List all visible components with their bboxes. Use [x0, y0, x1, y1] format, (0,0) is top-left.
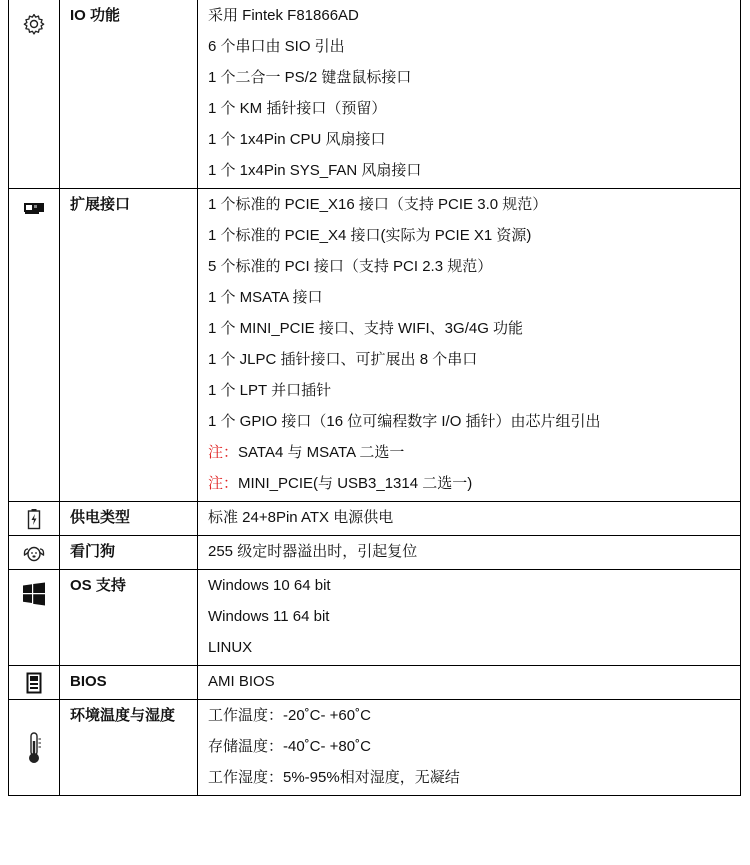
- spec-row-expansion: [8, 189, 741, 502]
- icon-cell: [8, 0, 60, 188]
- spec-name: 供电类型: [60, 502, 198, 535]
- spec-row-io: [8, 0, 741, 189]
- spec-table: [8, 0, 741, 796]
- spec-line: 工作温度：-20˚C- +60˚C: [208, 707, 371, 724]
- spec-row-os: [8, 570, 741, 666]
- windows-icon: [22, 582, 46, 606]
- bios-chip-icon: [26, 672, 42, 694]
- spec-row-bios: [8, 666, 741, 700]
- spec-line: 255 级定时器溢出时，引起复位: [208, 543, 418, 560]
- spec-values: [198, 0, 741, 188]
- spec-line: 1 个二合一 PS/2 键盘鼠标接口: [208, 69, 412, 86]
- spec-line: 1 个 JLPC 插针接口、可扩展出 8 个串口: [208, 351, 478, 368]
- thermometer-icon: [26, 731, 42, 765]
- spec-line: Windows 10 64 bit: [208, 577, 331, 594]
- spec-name: OS 支持: [60, 570, 198, 665]
- icon-cell: [8, 536, 60, 569]
- spec-values: [198, 570, 741, 665]
- icon-cell: [8, 666, 60, 699]
- spec-values: [198, 536, 741, 569]
- note-text: MINI_PCIE(与 USB3_1314 二选一): [238, 475, 473, 492]
- spec-line: 1 个 KM 插针接口（预留）: [208, 100, 387, 117]
- spec-line: 6 个串口由 SIO 引出: [208, 38, 345, 55]
- spec-values: [198, 666, 741, 699]
- spec-line: 1 个 1x4Pin CPU 风扇接口: [208, 131, 386, 148]
- note-prefix: 注：: [208, 444, 239, 461]
- note-text: SATA4 与 MSATA 二选一: [238, 444, 405, 461]
- spec-name: 扩展接口: [60, 189, 198, 501]
- spec-line: 1 个标准的 PCIE_X4 接口(实际为 PCIE X1 资源): [208, 227, 532, 244]
- spec-line: 标准 24+8Pin ATX 电源供电: [208, 509, 394, 526]
- spec-name: BIOS: [60, 666, 198, 699]
- spec-line: LINUX: [208, 639, 253, 656]
- gear-icon: [22, 12, 46, 36]
- spec-line: 5 个标准的 PCI 接口（支持 PCI 2.3 规范）: [208, 258, 493, 275]
- spec-line: 1 个 GPIO 接口（16 位可编程数字 I/O 插针）由芯片组引出: [208, 413, 601, 430]
- icon-cell: [8, 570, 60, 665]
- battery-icon: [27, 508, 41, 530]
- note-line: [208, 470, 740, 501]
- spec-row-watchdog: [8, 536, 741, 570]
- note-line: [208, 439, 740, 470]
- spec-values: [198, 502, 741, 535]
- spec-values: [198, 700, 741, 795]
- spec-row-environment: [8, 700, 741, 796]
- spec-line: Windows 11 64 bit: [208, 608, 330, 625]
- spec-line: 1 个 MINI_PCIE 接口、支持 WIFI、3G/4G 功能: [208, 320, 524, 337]
- spec-name: 环境温度与湿度: [60, 700, 198, 795]
- spec-row-power: [8, 502, 741, 536]
- spec-line: 1 个 1x4Pin SYS_FAN 风扇接口: [208, 162, 422, 179]
- note-prefix: 注：: [208, 475, 239, 492]
- spec-line: 1 个标准的 PCIE_X16 接口（支持 PCIE 3.0 规范）: [208, 196, 548, 213]
- spec-name: 看门狗: [60, 536, 198, 569]
- spec-line: 采用 Fintek F81866AD: [208, 7, 359, 24]
- icon-cell: [8, 189, 60, 501]
- expansion-card-icon: [23, 201, 45, 215]
- spec-line: 1 个 MSATA 接口: [208, 289, 323, 306]
- spec-line: 存储温度：-40˚C- +80˚C: [208, 738, 371, 755]
- spec-line: 1 个 LPT 并口插针: [208, 382, 332, 399]
- spec-name: IO 功能: [60, 0, 198, 188]
- spec-line: 工作湿度：5%-95%相对湿度，无凝结: [208, 769, 460, 786]
- spec-line: AMI BIOS: [208, 673, 275, 690]
- icon-cell: [8, 700, 60, 795]
- watchdog-icon: [23, 544, 45, 562]
- icon-cell: [8, 502, 60, 535]
- spec-values: [198, 189, 741, 501]
